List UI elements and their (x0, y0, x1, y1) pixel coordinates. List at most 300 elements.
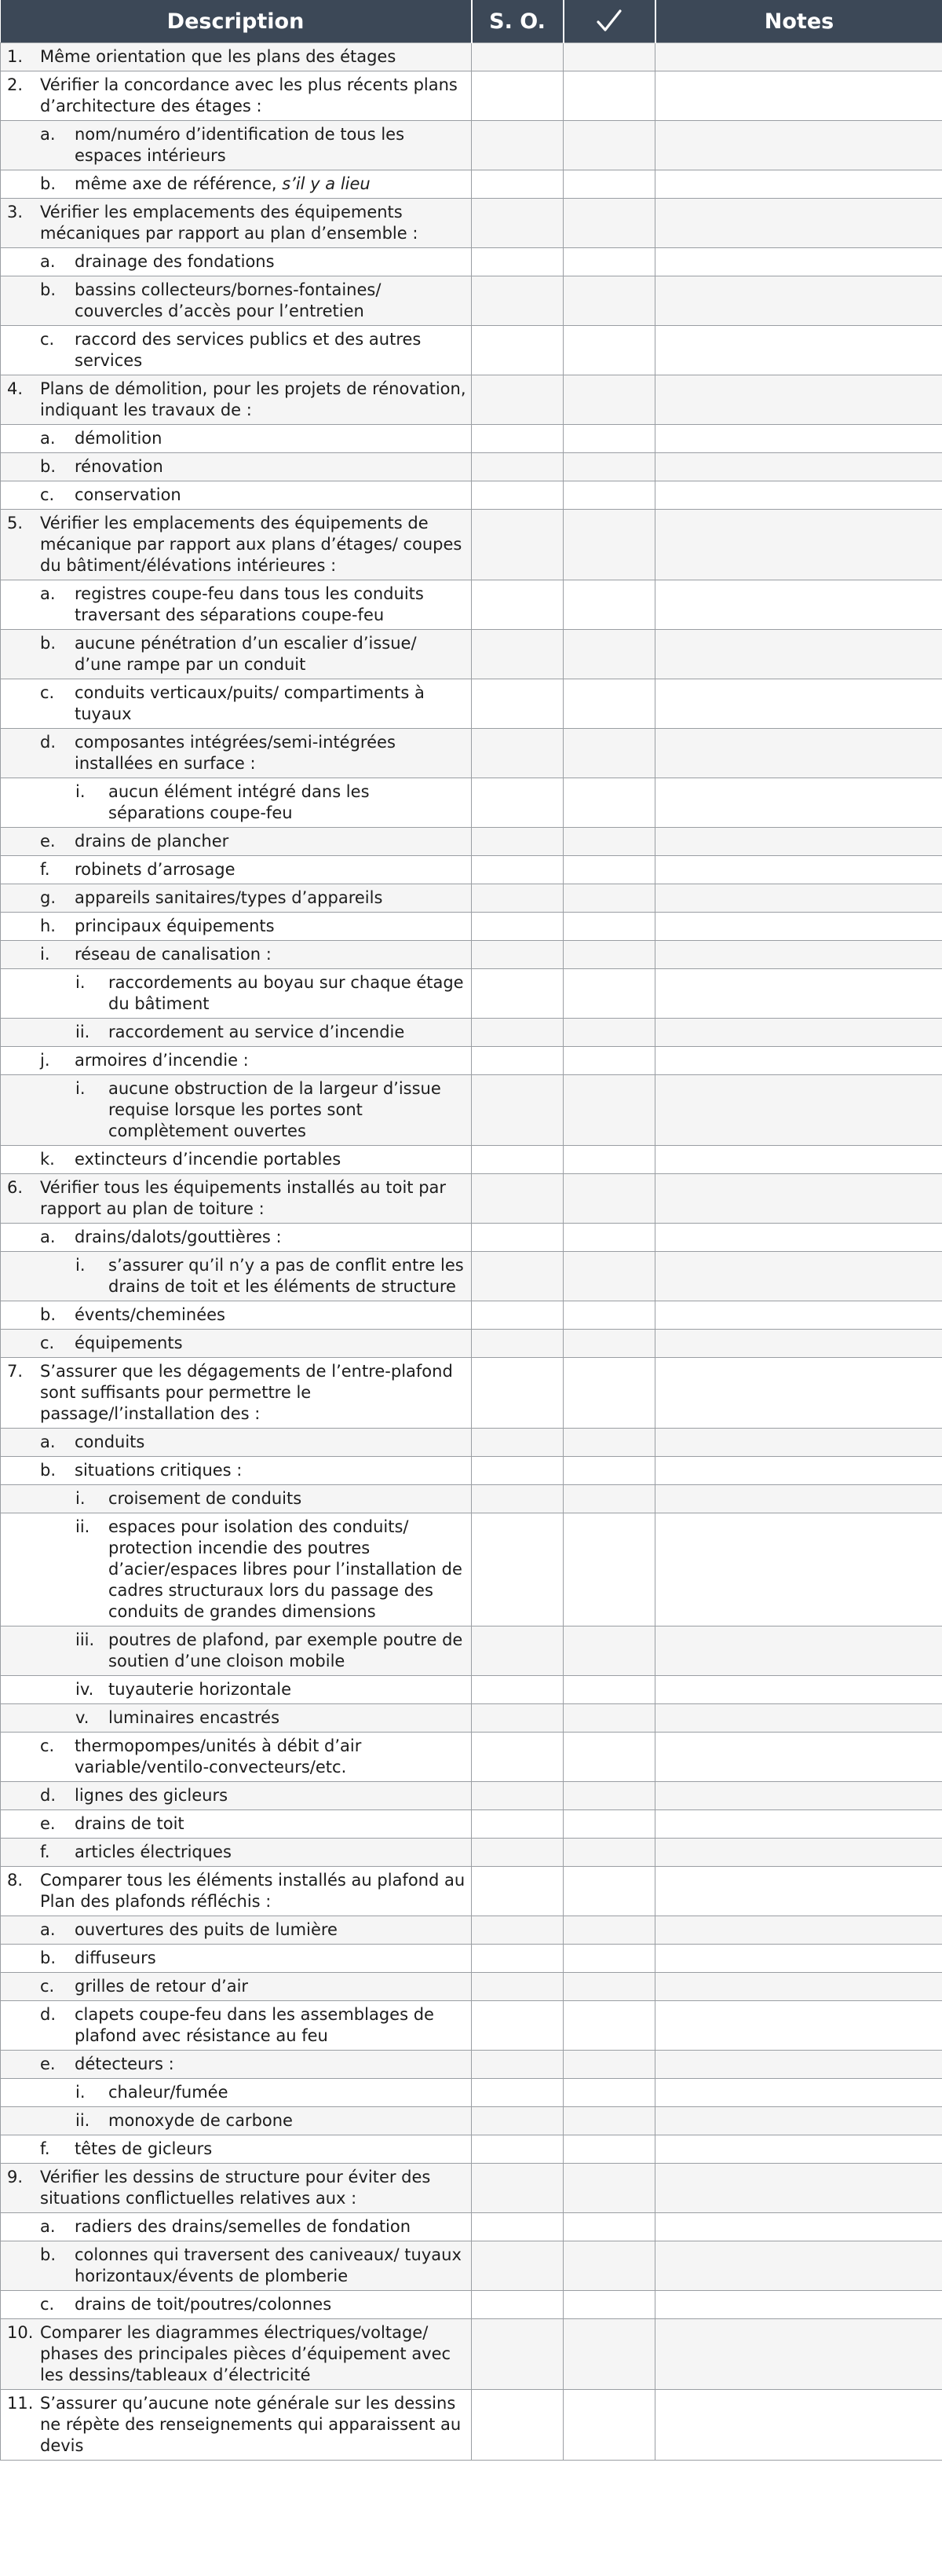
check-cell[interactable] (564, 1704, 655, 1733)
item-text-main: Même orientation que les plans des étages (40, 47, 396, 66)
description-cell (1, 828, 472, 856)
item-number: d. (40, 733, 57, 752)
notes-cell[interactable] (655, 2079, 942, 2107)
item-number: b. (40, 634, 57, 653)
item-text-main: Vérifier les emplacements des équipements de mécanique par rapport aux plans d’étages/ coupes du bâtiment/élévations intérieures : (40, 514, 462, 575)
check-cell[interactable] (564, 71, 655, 121)
so-cell[interactable] (472, 1047, 564, 1075)
notes-cell[interactable] (655, 199, 942, 248)
notes-cell[interactable] (655, 326, 942, 375)
checklist-item (1, 1149, 466, 1170)
description-cell (1, 1839, 472, 1867)
item-text-main: Vérifier la concordance avec les plus récents plans d’architecture des étages : (40, 75, 458, 115)
notes-cell[interactable] (655, 913, 942, 941)
so-cell[interactable] (472, 248, 564, 276)
item-number: a. (40, 1920, 56, 1939)
notes-cell[interactable] (655, 1626, 942, 1676)
check-cell[interactable] (564, 1945, 655, 1973)
check-cell[interactable] (564, 2135, 655, 2164)
so-cell[interactable] (472, 453, 564, 481)
checklist-item (1, 1948, 466, 1969)
so-cell[interactable] (472, 729, 564, 778)
item-number: a. (40, 1228, 56, 1246)
check-cell[interactable] (564, 941, 655, 969)
item-number: i. (75, 1489, 86, 1508)
notes-cell[interactable] (655, 1075, 942, 1146)
so-cell[interactable] (472, 1457, 564, 1485)
notes-cell[interactable] (655, 1174, 942, 1224)
notes-cell[interactable] (655, 425, 942, 453)
notes-cell[interactable] (655, 1019, 942, 1047)
item-text-main: conservation (75, 485, 181, 504)
so-cell[interactable] (472, 1676, 564, 1704)
check-cell[interactable] (564, 2319, 655, 2390)
description-cell (1, 510, 472, 580)
so-cell[interactable] (472, 2164, 564, 2213)
notes-cell[interactable] (655, 71, 942, 121)
checklist-item (1, 1050, 466, 1071)
item-text (40, 2322, 466, 2386)
item-text (40, 1870, 466, 1912)
checklist-item (1, 682, 466, 725)
checklist-row (1, 199, 942, 248)
so-cell[interactable] (472, 1485, 564, 1513)
check-cell[interactable] (564, 1676, 655, 1704)
description-cell (1, 2135, 472, 2164)
checklist-item (1, 251, 466, 273)
notes-cell[interactable] (655, 1485, 942, 1513)
so-cell[interactable] (472, 1810, 564, 1839)
notes-cell[interactable] (655, 778, 942, 828)
checklist-row (1, 729, 942, 778)
so-cell[interactable] (472, 1174, 564, 1224)
so-cell[interactable] (472, 1224, 564, 1252)
checklist-row (1, 1916, 942, 1945)
checklist-row (1, 941, 942, 969)
item-number: c. (40, 1977, 55, 1996)
description-cell (1, 71, 472, 121)
description-cell (1, 1429, 472, 1457)
check-cell[interactable] (564, 2001, 655, 2051)
check-cell[interactable] (564, 1810, 655, 1839)
check-cell[interactable] (564, 43, 655, 71)
checklist-row (1, 2241, 942, 2291)
notes-cell[interactable] (655, 729, 942, 778)
checklist-item (1, 1333, 466, 1354)
so-cell[interactable] (472, 1704, 564, 1733)
notes-cell[interactable] (655, 375, 942, 425)
notes-cell[interactable] (655, 941, 942, 969)
item-number: b. (40, 2245, 57, 2264)
checklist-item (1, 916, 466, 937)
item-text (40, 1361, 466, 1425)
notes-cell[interactable] (655, 121, 942, 170)
so-cell[interactable] (472, 2291, 564, 2319)
notes-cell[interactable] (655, 453, 942, 481)
description-cell (1, 969, 472, 1019)
check-cell[interactable] (564, 884, 655, 913)
notes-cell[interactable] (655, 1301, 942, 1330)
checklist-item (1, 1078, 466, 1142)
notes-cell[interactable] (655, 1457, 942, 1485)
checklist-item (1, 1460, 466, 1481)
description-cell (1, 2291, 472, 2319)
notes-cell[interactable] (655, 679, 942, 729)
description-cell (1, 2319, 472, 2390)
item-text-main: ouvertures des puits de lumière (75, 1920, 338, 1939)
notes-cell[interactable] (655, 2291, 942, 2319)
check-cell[interactable] (564, 425, 655, 453)
notes-cell[interactable] (655, 2164, 942, 2213)
checklist-item (1, 1022, 466, 1043)
item-number: b. (40, 1305, 57, 1324)
description-cell (1, 1810, 472, 1839)
notes-cell[interactable] (655, 510, 942, 580)
description-cell (1, 2051, 472, 2079)
so-cell[interactable] (472, 856, 564, 884)
check-cell[interactable] (564, 510, 655, 580)
notes-cell[interactable] (655, 2001, 942, 2051)
item-number: g. (40, 888, 57, 907)
item-text (75, 456, 466, 478)
item-text (75, 1304, 466, 1326)
check-cell[interactable] (564, 2079, 655, 2107)
item-number: b. (40, 174, 57, 193)
description-cell (1, 1252, 472, 1301)
checklist-item (1, 280, 466, 322)
description-cell (1, 1047, 472, 1075)
notes-cell[interactable] (655, 1704, 942, 1733)
notes-cell[interactable] (655, 1945, 942, 1973)
so-cell[interactable] (472, 481, 564, 510)
notes-cell[interactable] (655, 1513, 942, 1626)
so-cell[interactable] (472, 1146, 564, 1174)
item-number: ii. (75, 2111, 90, 2130)
notes-cell[interactable] (655, 1810, 942, 1839)
item-text-main: aucune pénétration d’un escalier d’issue/ d’une rampe par un conduit (75, 634, 417, 674)
notes-cell[interactable] (655, 248, 942, 276)
item-text (75, 633, 466, 675)
notes-cell[interactable] (655, 1330, 942, 1358)
check-cell[interactable] (564, 1075, 655, 1146)
check-cell[interactable] (564, 1916, 655, 1945)
so-cell[interactable] (472, 1358, 564, 1429)
item-text-main: détecteurs : (75, 2055, 174, 2073)
check-cell[interactable] (564, 828, 655, 856)
so-cell[interactable] (472, 828, 564, 856)
check-cell[interactable] (564, 630, 655, 679)
checklist-row (1, 2291, 942, 2319)
so-cell[interactable] (472, 630, 564, 679)
notes-cell[interactable] (655, 1733, 942, 1782)
so-cell[interactable] (472, 1867, 564, 1916)
check-cell[interactable] (564, 856, 655, 884)
check-cell[interactable] (564, 1839, 655, 1867)
notes-cell[interactable] (655, 1867, 942, 1916)
checklist-row (1, 375, 942, 425)
check-cell[interactable] (564, 1047, 655, 1075)
so-cell[interactable] (472, 1330, 564, 1358)
notes-cell[interactable] (655, 1973, 942, 2001)
item-number: c. (40, 1334, 55, 1352)
notes-cell[interactable] (655, 1839, 942, 1867)
so-cell[interactable] (472, 2135, 564, 2164)
item-number: c. (40, 485, 55, 504)
so-cell[interactable] (472, 2213, 564, 2241)
checklist-row (1, 630, 942, 679)
notes-cell[interactable] (655, 1782, 942, 1810)
item-number: i. (75, 973, 86, 992)
checklist-item (1, 1432, 466, 1453)
check-cell[interactable] (564, 969, 655, 1019)
checklist-item (1, 2216, 466, 2238)
item-number: d. (40, 1786, 57, 1805)
description-cell (1, 1301, 472, 1330)
check-cell[interactable] (564, 199, 655, 248)
notes-cell[interactable] (655, 2213, 942, 2241)
checklist-row (1, 2107, 942, 2135)
check-cell[interactable] (564, 2291, 655, 2319)
so-cell[interactable] (472, 199, 564, 248)
checklist-item (1, 1919, 466, 1941)
check-cell[interactable] (564, 2107, 655, 2135)
check-cell[interactable] (564, 2164, 655, 2213)
item-number: b. (40, 1461, 57, 1480)
item-text-main: colonnes qui traversent des caniveaux/ tuyaux horizontaux/évents de plomberie (75, 2245, 462, 2285)
check-cell[interactable] (564, 248, 655, 276)
notes-cell[interactable] (655, 856, 942, 884)
check-cell[interactable] (564, 913, 655, 941)
item-text (75, 831, 466, 852)
checklist-item (1, 2110, 466, 2131)
checklist-row (1, 1301, 942, 1330)
item-number: e. (40, 2055, 56, 2073)
so-cell[interactable] (472, 1513, 564, 1626)
item-text-main: bassins collecteurs/bornes-fontaines/ couvercles d’accès pour l’entretien (75, 280, 382, 320)
checklist-item (1, 2004, 466, 2047)
so-cell[interactable] (472, 1252, 564, 1301)
item-text-main: Comparer les diagrammes électriques/voltage/ phases des principales pièces d’équipement avec les dessins/tableaux d’électricité (40, 2323, 451, 2384)
so-cell[interactable] (472, 1019, 564, 1047)
so-cell[interactable] (472, 375, 564, 425)
checklist-item (1, 1679, 466, 1700)
so-cell[interactable] (472, 580, 564, 630)
notes-cell[interactable] (655, 170, 942, 199)
notes-cell[interactable] (655, 630, 942, 679)
check-cell[interactable] (564, 1146, 655, 1174)
item-text-main: croisement de conduits (108, 1489, 302, 1508)
notes-cell[interactable] (655, 2135, 942, 2164)
check-cell[interactable] (564, 1867, 655, 1916)
check-cell[interactable] (564, 1224, 655, 1252)
notes-cell[interactable] (655, 969, 942, 1019)
notes-cell[interactable] (655, 43, 942, 71)
so-cell[interactable] (472, 2319, 564, 2390)
check-cell[interactable] (564, 1252, 655, 1301)
item-text-main: raccord des services publics et des autres services (75, 330, 422, 370)
check-cell[interactable] (564, 2213, 655, 2241)
notes-cell[interactable] (655, 2390, 942, 2461)
checklist-row (1, 828, 942, 856)
item-text-main: chaleur/fumée (108, 2083, 228, 2102)
so-cell[interactable] (472, 1733, 564, 1782)
notes-cell[interactable] (655, 580, 942, 630)
notes-cell[interactable] (655, 2051, 942, 2079)
notes-cell[interactable] (655, 2319, 942, 2390)
so-cell[interactable] (472, 969, 564, 1019)
checklist-row (1, 2079, 942, 2107)
item-text (40, 75, 466, 117)
checklist-item (1, 2322, 466, 2386)
check-cell[interactable] (564, 1513, 655, 1626)
check-cell[interactable] (564, 170, 655, 199)
item-text-main: registres coupe-feu dans tous les conduits traversant des séparations coupe-feu (75, 584, 424, 624)
description-cell (1, 2213, 472, 2241)
notes-cell[interactable] (655, 2107, 942, 2135)
item-text (75, 2054, 466, 2075)
so-cell[interactable] (472, 2051, 564, 2079)
so-cell[interactable] (472, 679, 564, 729)
notes-cell[interactable] (655, 1358, 942, 1429)
so-cell[interactable] (472, 1782, 564, 1810)
item-number: f. (40, 2139, 50, 2158)
check-cell[interactable] (564, 1301, 655, 1330)
item-number: iii. (75, 1630, 95, 1649)
item-text (75, 1460, 466, 1481)
notes-cell[interactable] (655, 1224, 942, 1252)
checklist-row (1, 778, 942, 828)
so-cell[interactable] (472, 2079, 564, 2107)
item-text-main: tuyauterie horizontale (108, 1680, 292, 1699)
so-cell[interactable] (472, 1973, 564, 2001)
notes-cell[interactable] (655, 276, 942, 326)
item-text-main: lignes des gicleurs (75, 1786, 228, 1805)
so-cell[interactable] (472, 941, 564, 969)
item-number: v. (75, 1708, 89, 1727)
so-cell[interactable] (472, 2390, 564, 2461)
checklist-item (1, 1304, 466, 1326)
checklist-item (1, 46, 466, 68)
check-cell[interactable] (564, 1358, 655, 1429)
check-cell[interactable] (564, 453, 655, 481)
item-number: a. (40, 2217, 56, 2236)
item-number: b. (40, 457, 57, 476)
so-cell[interactable] (472, 1429, 564, 1457)
notes-cell[interactable] (655, 1916, 942, 1945)
check-cell[interactable] (564, 1973, 655, 2001)
so-cell[interactable] (472, 121, 564, 170)
so-cell[interactable] (472, 2107, 564, 2135)
notes-cell[interactable] (655, 1429, 942, 1457)
check-cell[interactable] (564, 2051, 655, 2079)
check-cell[interactable] (564, 778, 655, 828)
so-cell[interactable] (472, 1945, 564, 1973)
checklist-item (1, 1813, 466, 1835)
description-cell (1, 884, 472, 913)
item-text (75, 2294, 466, 2315)
check-cell[interactable] (564, 1330, 655, 1358)
check-cell[interactable] (564, 1174, 655, 1224)
item-text-main: conduits (75, 1433, 145, 1451)
so-cell[interactable] (472, 43, 564, 71)
checklist-item (1, 1227, 466, 1248)
checklist-row (1, 2319, 942, 2390)
check-cell[interactable] (564, 326, 655, 375)
check-cell[interactable] (564, 1733, 655, 1782)
notes-cell[interactable] (655, 1047, 942, 1075)
so-cell[interactable] (472, 1301, 564, 1330)
so-cell[interactable] (472, 425, 564, 453)
check-cell[interactable] (564, 1457, 655, 1485)
check-cell[interactable] (564, 276, 655, 326)
item-text (40, 2393, 466, 2457)
check-cell[interactable] (564, 1782, 655, 1810)
item-text (40, 513, 466, 576)
so-cell[interactable] (472, 884, 564, 913)
check-cell[interactable] (564, 2390, 655, 2461)
item-number: 5. (7, 514, 24, 532)
notes-cell[interactable] (655, 828, 942, 856)
item-text (108, 972, 466, 1015)
notes-cell[interactable] (655, 1146, 942, 1174)
description-cell (1, 481, 472, 510)
so-cell[interactable] (472, 778, 564, 828)
check-cell[interactable] (564, 1019, 655, 1047)
item-text-main: luminaires encastrés (108, 1708, 280, 1727)
item-text-main: articles électriques (75, 1842, 232, 1861)
notes-cell[interactable] (655, 1676, 942, 1704)
checklist-row (1, 1676, 942, 1704)
so-cell[interactable] (472, 170, 564, 199)
item-text-main: monoxyde de carbone (108, 2111, 293, 2130)
checklist-item (1, 2245, 466, 2287)
check-cell[interactable] (564, 729, 655, 778)
check-cell[interactable] (564, 481, 655, 510)
so-cell[interactable] (472, 1839, 564, 1867)
description-cell (1, 2241, 472, 2291)
checklist-row (1, 1146, 942, 1174)
checklist-item (1, 1785, 466, 1806)
notes-cell[interactable] (655, 2241, 942, 2291)
so-cell[interactable] (472, 2001, 564, 2051)
so-cell[interactable] (472, 2241, 564, 2291)
check-cell[interactable] (564, 1429, 655, 1457)
check-cell[interactable] (564, 121, 655, 170)
check-cell[interactable] (564, 375, 655, 425)
checklist-item (1, 2393, 466, 2457)
so-cell[interactable] (472, 276, 564, 326)
so-cell[interactable] (472, 1916, 564, 1945)
description-cell (1, 2079, 472, 2107)
check-cell[interactable] (564, 679, 655, 729)
check-cell[interactable] (564, 1626, 655, 1676)
item-text (75, 732, 466, 774)
so-cell[interactable] (472, 1075, 564, 1146)
so-cell[interactable] (472, 1626, 564, 1676)
item-text (75, 1333, 466, 1354)
so-cell[interactable] (472, 326, 564, 375)
so-cell[interactable] (472, 510, 564, 580)
notes-cell[interactable] (655, 481, 942, 510)
item-text (108, 2110, 466, 2131)
check-cell[interactable] (564, 580, 655, 630)
so-cell[interactable] (472, 913, 564, 941)
notes-cell[interactable] (655, 1252, 942, 1301)
notes-cell[interactable] (655, 884, 942, 913)
check-cell[interactable] (564, 2241, 655, 2291)
so-cell[interactable] (472, 71, 564, 121)
check-cell[interactable] (564, 1485, 655, 1513)
